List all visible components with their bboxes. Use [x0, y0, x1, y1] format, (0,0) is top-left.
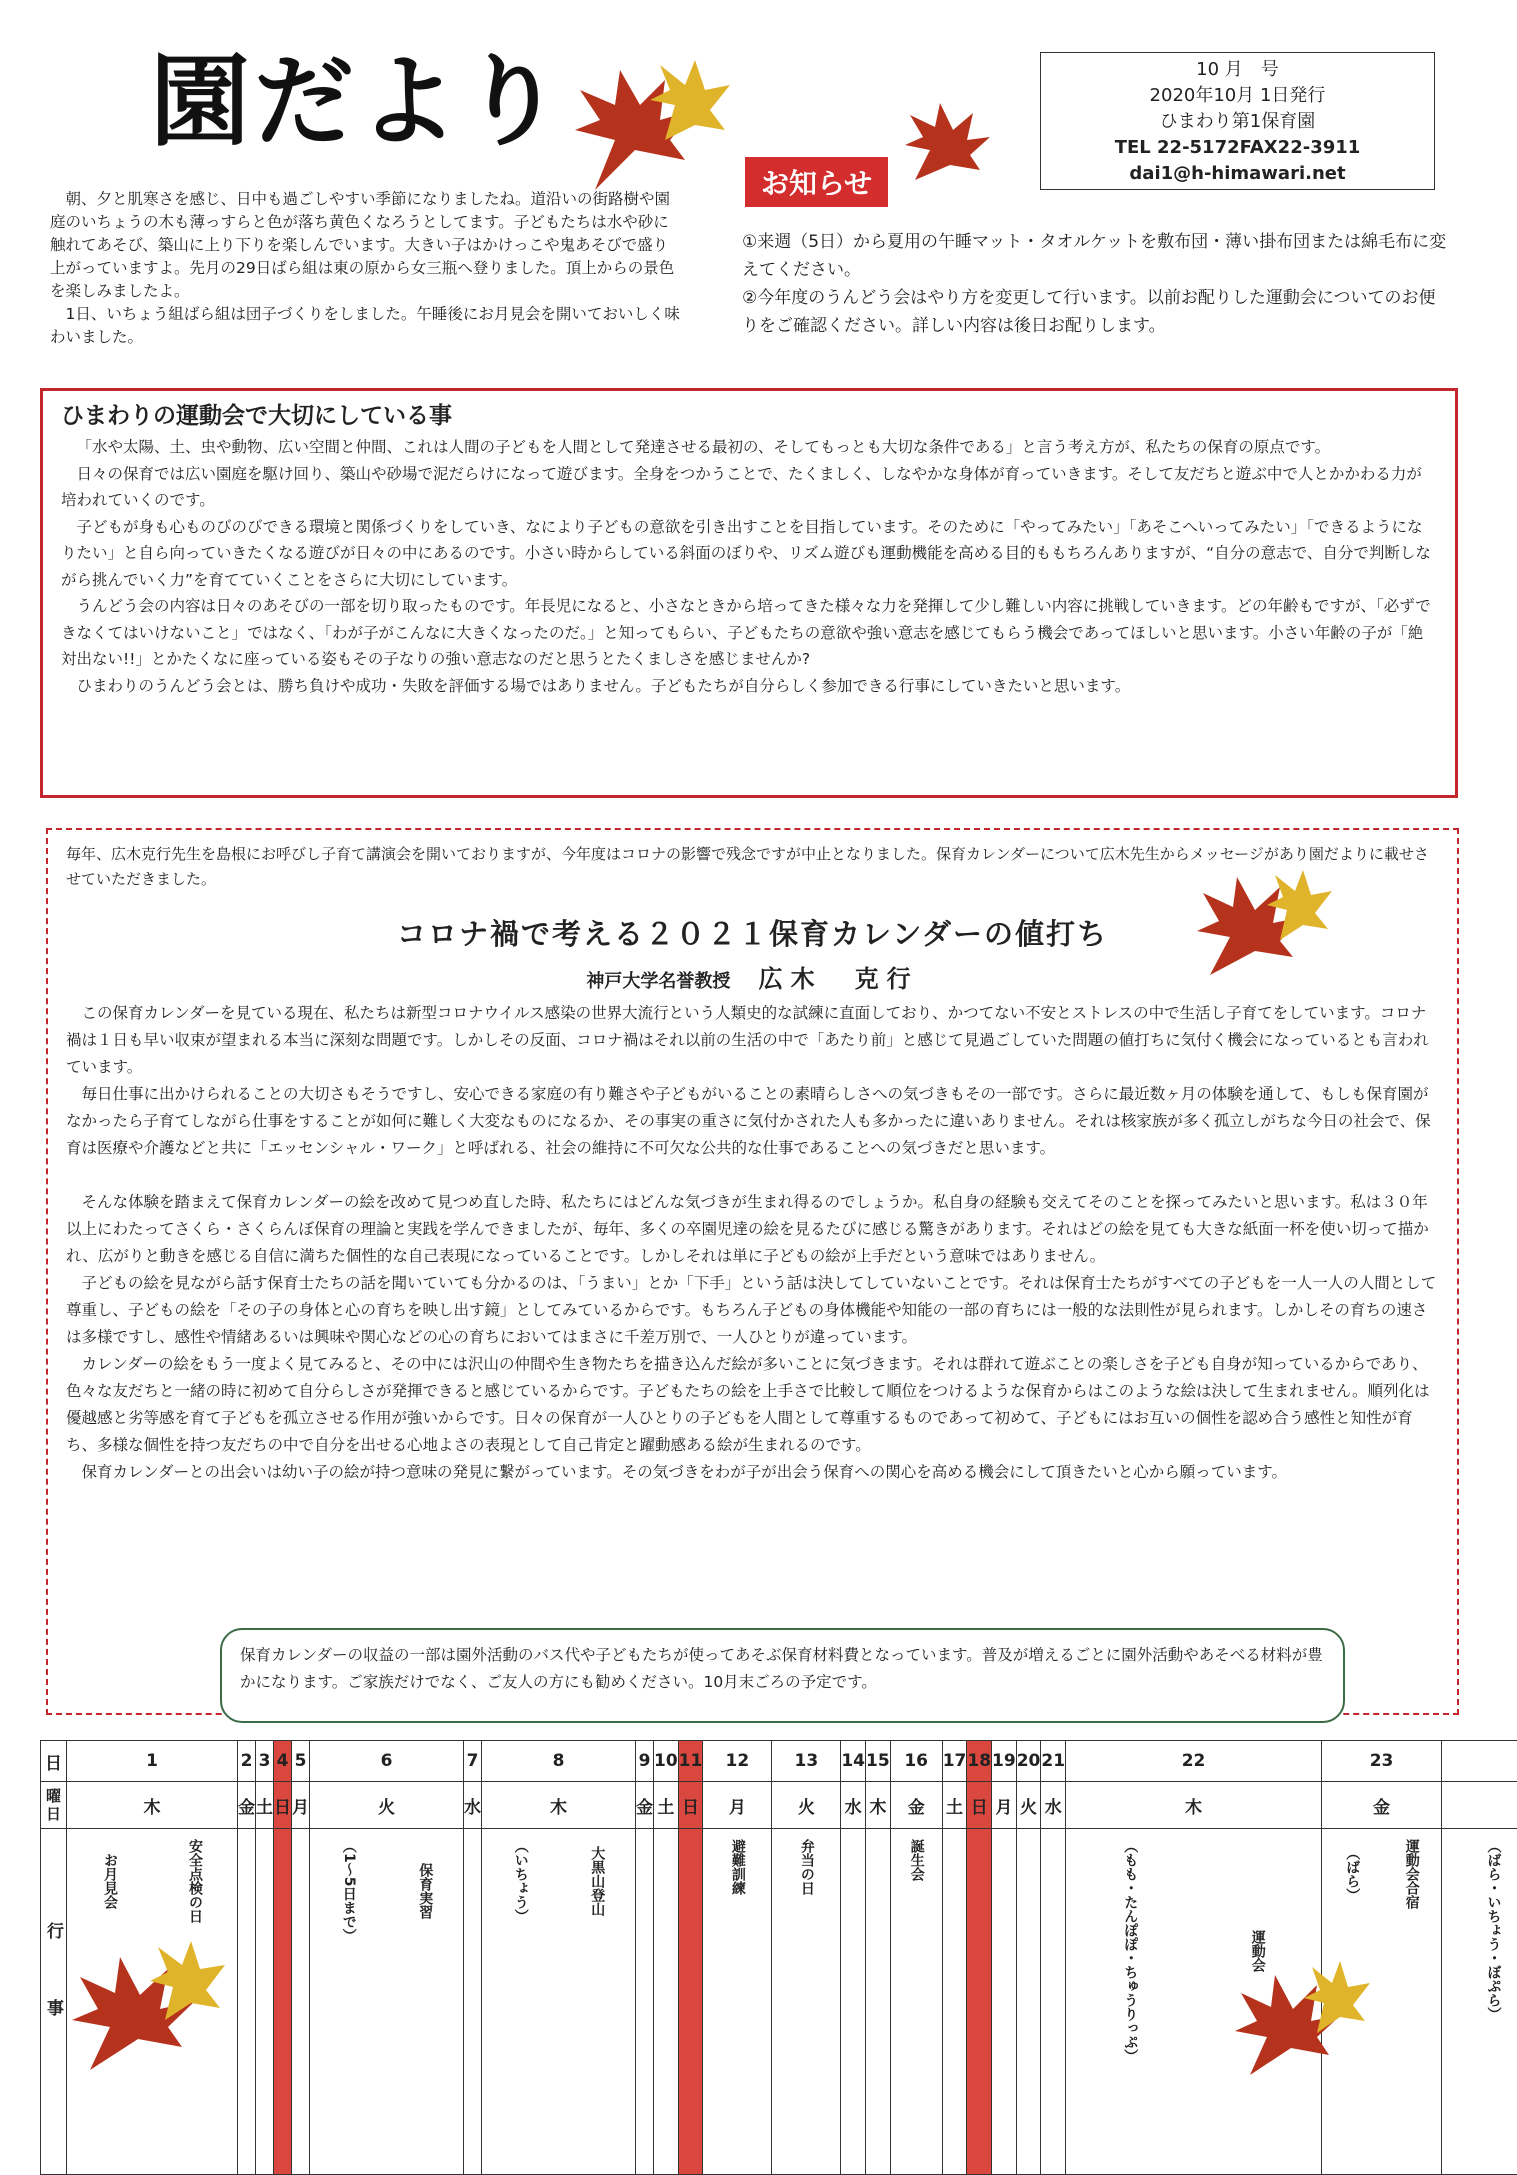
- calendar-event-text: 弁当の日: [798, 1839, 815, 1895]
- sports-day-section: [40, 388, 1458, 798]
- article-paragraph: 保育カレンダーとの出会いは幼い子の絵が持つ意味の発見に繋がっています。その気づきをわが子が出会う保育への関心を高める機会にして頂きたいと心から願っています。: [66, 1459, 1439, 1486]
- issue-date: 2020年10月 1日発行: [1041, 83, 1434, 109]
- author-title: 神戸大学名誉教授: [586, 971, 730, 992]
- maple-leaf-icon: [60, 1935, 230, 2075]
- article-paragraph: そんな体験を踏まえて保育カレンダーの絵を改めて見つめ直した時、私たちにはどんな気づきが生まれ得るのでしょうか。私自身の経験も交えてそのことを探ってみたいと思います。私は３０年以上にわたってさくら・さくらんぼ保育の理論と実践を学んできましたが、毎年、多くの卒園児達の絵を見るたびに感じる驚きがあります。それはどの絵を見ても大きな紙面一杯を使い切って描かれ、広がりと動きを感じる自信に満ちた個性的な自己表現になっていることです。しかしそれは単に子どもの絵が上手だという意味ではありません。: [66, 1189, 1439, 1270]
- calendar-weekday-cell: [1442, 1782, 1517, 1829]
- calendar-event-text: 安全点検の日: [186, 1839, 203, 1923]
- calendar-label-day: 日: [41, 1741, 67, 1782]
- calendar-event-cell: [482, 1829, 636, 2175]
- calendar-event-cell: [274, 1829, 292, 2175]
- calendar-event-cell: [992, 1829, 1017, 2175]
- calendar-event-cell: [1016, 1829, 1041, 2175]
- email-address: dai1@h-himawari.net: [1041, 161, 1434, 187]
- calendar-weekday-cell: 土: [942, 1782, 967, 1829]
- calendar-weekday-cell: 日: [274, 1782, 292, 1829]
- author-name: 広木 克行: [759, 965, 919, 993]
- calendar-weekday-cell: 金: [636, 1782, 654, 1829]
- notice-badge: お知らせ: [745, 157, 888, 207]
- article-title: コロナ禍で考える２０２１保育カレンダーの値打ち: [66, 912, 1439, 953]
- calendar-day-cell: 11: [678, 1741, 703, 1782]
- calendar-event-cell: [256, 1829, 274, 2175]
- intro-text: [50, 188, 680, 349]
- calendar-day-cell: 10: [654, 1741, 679, 1782]
- issue-label: 10 月 号: [1041, 57, 1434, 83]
- calendar-label-weekday: 曜日: [41, 1782, 67, 1829]
- calendar-day-cell: 8: [482, 1741, 636, 1782]
- calendar-weekday-row: [41, 1782, 1517, 1829]
- notice-item: ②今年度のうんどう会はやり方を変更して行います。以前お配りした運動会についてのお便りをご確認ください。詳しい内容は後日お配りします。: [742, 284, 1452, 340]
- calendar-event-cell: [636, 1829, 654, 2175]
- notice-item: ①来週（5日）から夏用の午睡マット・タオルケットを敷布団・薄い掛布団または綿毛布に変えてください。: [742, 228, 1452, 284]
- calendar-weekday-cell: 月: [292, 1782, 310, 1829]
- calendar-day-cell: 18: [967, 1741, 992, 1782]
- calendar-event-cell: [678, 1829, 703, 2175]
- calendar-event-cell: [866, 1829, 891, 2175]
- calendar-weekday-cell: 金: [1322, 1782, 1442, 1829]
- tel-fax: TEL 22-5172FAX22-3911: [1041, 135, 1434, 161]
- maple-leaf-icon: [895, 95, 995, 185]
- calendar-event-cell: [772, 1829, 841, 2175]
- calendar-day-cell: 3: [256, 1741, 274, 1782]
- calendar-event-text: 誕生会: [908, 1839, 925, 1881]
- calendar-weekday-cell: 水: [1041, 1782, 1066, 1829]
- org-name: ひまわり第1保育園: [1041, 109, 1434, 135]
- calendar-day-cell: 17: [942, 1741, 967, 1782]
- section-paragraph: ひまわりのうんどう会とは、勝ち負けや成功・失敗を評価する場ではありません。子どもたちが自分らしく参加できる行事にしていきたいと思います。: [61, 673, 1437, 700]
- calendar-event-cell: [967, 1829, 992, 2175]
- maple-leaf-icon: [1225, 1955, 1375, 2080]
- calendar-event-cell: [942, 1829, 967, 2175]
- section-paragraph: うんどう会の内容は日々のあそびの一部を切り取ったものです。年長児になると、小さなときから培ってきた様々な力を発揮して少し難しい内容に挑戦していきます。どの年齢もですが、「必ずできなくてはいけないこと」ではなく、「わが子がこんなに大きくなったのだ。」と知ってもらい、子どもたちの意欲や強い意志を感じてもらう機会であってほしいと思います。小さい年齢の子が「絶対出ない!!」とかたくなに座っている姿もその子なりの強い意志なのだと思うとたくましさを感じませんか?: [61, 593, 1437, 673]
- calendar-label-events-text: 行事: [41, 1922, 66, 2076]
- intro-paragraph: 朝、夕と肌寒さを感じ、日中も過ごしやすい季節になりましたね。道沿いの街路樹や園庭のいちょうの木も薄っすらと色が落ち黄色くなろうとしてます。子どもたちは水や砂に触れてあそび、築山に上り下りを楽しんでいます。大きい子はかけっこや鬼あそびで盛り上がっていますよ。先月の29日ばら組は東の原から女三瓶へ登りました。頂上からの景色を楽しみましたよ。: [50, 188, 680, 303]
- calendar-weekday-cell: 日: [967, 1782, 992, 1829]
- calendar-event-cell: [841, 1829, 866, 2175]
- calendar-event-cell: [703, 1829, 772, 2175]
- calendar-day-cell: 4: [274, 1741, 292, 1782]
- section-paragraph: 子どもが身も心ものびのびできる環境と関係づくりをしていき、なにより子どもの意欲を引き出すことを目指しています。そのために「やってみたい」「あそこへいってみたい」「できるようになりたい」と自ら向っていきたくなる遊びが日々の中にあるのです。小さい時からしている斜面のぼりや、リズム遊びも運動機能を高める目的ももちろんありますが、“自分の意志で、自分で判断しながら挑んでいく力”を育てていくことをさらに大切にしています。: [61, 514, 1437, 594]
- calendar-event-text: 保育実習: [416, 1839, 433, 1942]
- calendar-event-cell: [464, 1829, 482, 2175]
- article-paragraph: カレンダーの絵をもう一度よく見てみると、その中には沢山の仲間や生き物たちを描き込んだ絵が多いことに気づきます。それは群れて遊ぶことの楽しさを子ども自身が知っているからであり、色々な友だちと一緒の時に初めて自分らしさが発揮できると感じているからです。子どもたちの絵を上手さで比較して順位をつけるような保育からはこのような絵は決して生まれません。順列化は優越感と劣等感を育て子どもを孤立させる作用が強いからです。日々の保育が一人ひとりの子どもを人間として尊重するものであって初めて、子どもにはお互いの個性を認め合う感性と知性が育ち、多様な個性を持つ友だちの中で自分を出せる心地よさの表現として自己肯定と躍動感ある絵が生まれるのです。: [66, 1351, 1439, 1459]
- section-paragraph: 日々の保育では広い園庭を駆け回り、築山や砂場で泥だらけになって遊びます。全身をつかうことで、たくましく、しなやかな身体が育っていきます。そして友だちと遊ぶ中で人とかかわる力が培われていくのです。: [61, 461, 1437, 514]
- calendar-event-text: 大黒山登山: [588, 1839, 605, 1923]
- calendar-weekday-cell: 火: [1016, 1782, 1041, 1829]
- calendar-event-text: お月見会: [101, 1839, 118, 1923]
- calendar-day-cell: 21: [1041, 1741, 1066, 1782]
- calendar-weekday-cell: 木: [482, 1782, 636, 1829]
- calendar-day-cell: 2: [238, 1741, 256, 1782]
- calendar-day-cell: 22: [1066, 1741, 1322, 1782]
- calendar-weekday-cell: 木: [866, 1782, 891, 1829]
- calendar-event-cell: [654, 1829, 679, 2175]
- calendar-weekday-cell: 水: [841, 1782, 866, 1829]
- calendar-event-text: 運動会: [1249, 1839, 1266, 2063]
- calendar-event-subtext: （ばら・いちょう・ぼぷら）: [1485, 1839, 1502, 2021]
- intro-paragraph: 1日、いちょう組ばら組は団子づくりをしました。午睡後にお月見会を開いておいしく味わいました。: [50, 303, 680, 349]
- calendar-weekday-cell: 木: [67, 1782, 238, 1829]
- calendar-event-subtext: （ばら）: [1343, 1839, 1360, 1909]
- calendar-event-cell: [890, 1829, 942, 2175]
- calendar-event-subtext: （1〜5日まで）: [340, 1839, 357, 1942]
- calendar-event-cell: [238, 1829, 256, 2175]
- calendar-event-cell: [310, 1829, 464, 2175]
- article-paragraph: この保育カレンダーを見ている現在、私たちは新型コロナウイルス感染の世界大流行という人類史的な試練に直面しており、かつてない不安とストレスの中で生活し子育てをしています。コロナ禍は１日も早い収束が望まれる本当に深刻な問題です。しかしその反面、コロナ禍はそれ以前の生活の中で「あたり前」と感じて見過ごしていた問題の値打ちに気付く機会になっているとも言われています。: [66, 1000, 1439, 1081]
- calendar-day-cell: 13: [772, 1741, 841, 1782]
- calendar-day-cell: 19: [992, 1741, 1017, 1782]
- calendar-weekday-cell: 火: [310, 1782, 464, 1829]
- article-body: [66, 1000, 1439, 1486]
- calendar-weekday-cell: 金: [238, 1782, 256, 1829]
- calendar-day-cell: 16: [890, 1741, 942, 1782]
- calendar-sales-callout: 保育カレンダーの収益の一部は園外活動のバス代や子どもたちが使ってあそぶ保育材料費となっています。普及が増えるごとに園外活動やあそべる材料が豊かになります。ご家族だけでなく、ご友人の方にも勧めください。10月末ごろの予定です。: [220, 1628, 1345, 1723]
- calendar-event-text: 避難訓練: [729, 1839, 746, 1895]
- section-lead: 毎年、広木克行先生を島根にお呼びし子育て講演会を開いておりますが、今年度はコロナの影響で残念ですが中止となりました。保育カレンダーについて広木先生からメッセージがあり園だよりに載せさせていただきました。: [66, 842, 1439, 892]
- calendar-event-subtext: （いちょう）: [512, 1839, 529, 1923]
- calendar-day-cell: 14: [841, 1741, 866, 1782]
- calendar-day-cell: 6: [310, 1741, 464, 1782]
- calendar-event-cell: [1442, 1829, 1517, 2175]
- calendar-event-subtext: （もも・たんぽぽ・ちゅうりっぷ）: [1121, 1839, 1138, 2063]
- calendar-day-cell: [1442, 1741, 1517, 1782]
- issue-info-box: [1040, 52, 1435, 190]
- calendar-weekday-cell: 月: [703, 1782, 772, 1829]
- calendar-event-cell: [292, 1829, 310, 2175]
- calendar-weekday-cell: 土: [654, 1782, 679, 1829]
- article-paragraph: 毎日仕事に出かけられることの大切さもそうですし、安心できる家庭の有り難さや子どもがいることの素晴らしさへの気づきもその一部です。さらに最近数ヶ月の体験を通して、もしも保育園がなかったら子育てしながら仕事をすることが如何に難しく大変なものになるか、その事実の重さに気付かされた人も多かったに違いありません。それは核家族が多く孤立しがちな今日の社会で、保育は医療や介護などと共に「エッセンシャル・ワーク」と呼ばれる、社会の維持に不可欠な公共的な仕事であることへの気づきだと思います。: [66, 1081, 1439, 1162]
- calendar-weekday-cell: 金: [890, 1782, 942, 1829]
- calendar-day-cell: 7: [464, 1741, 482, 1782]
- calendar-event-cell: [1041, 1829, 1066, 2175]
- calendar-weekday-cell: 日: [678, 1782, 703, 1829]
- maple-leaf-icon: [555, 50, 735, 200]
- calendar-day-cell: 1: [67, 1741, 238, 1782]
- calendar-day-cell: 12: [703, 1741, 772, 1782]
- page-title: 園だより: [150, 52, 566, 152]
- calendar-weekday-cell: 木: [1066, 1782, 1322, 1829]
- calendar-day-row: [41, 1741, 1517, 1782]
- calendar-event-text: 運動会合宿: [1403, 1839, 1420, 1909]
- calendar-weekday-cell: 月: [992, 1782, 1017, 1829]
- calendar-day-cell: 9: [636, 1741, 654, 1782]
- notice-list: [742, 228, 1452, 340]
- section-paragraph: 「水や太陽、土、虫や動物、広い空間と仲間、これは人間の子どもを人間として発達させる最初の、そしてもっとも大切な条件である」と言う考え方が、私たちの保育の原点です。: [61, 434, 1437, 461]
- calendar-day-cell: 15: [866, 1741, 891, 1782]
- calendar-day-cell: 20: [1016, 1741, 1041, 1782]
- maple-leaf-icon: [1185, 865, 1335, 980]
- calendar-weekday-cell: 水: [464, 1782, 482, 1829]
- calendar-weekday-cell: 土: [256, 1782, 274, 1829]
- article-paragraph: 子どもの絵を見ながら話す保育士たちの話を聞いていても分かるのは、「うまい」とか「下手」という話は決してしていないことです。それは保育士たちがすべての子どもを一人一人の人間として尊重し、子どもの絵を「その子の身体と心の育ちを映し出す鏡」としてみているからです。もちろん子どもの身体機能や知能の一部の育ちには一般的な法則性が見られます。しかしその育ちの速さは多様ですし、感性や情緒あるいは興味や関心などの心の育ちにおいてはまさに千差万別で、一人ひとりが違っています。: [66, 1270, 1439, 1351]
- calendar-day-cell: 23: [1322, 1741, 1442, 1782]
- section-heading: ひまわりの運動会で大切にしている事: [61, 397, 1437, 430]
- calendar-weekday-cell: 火: [772, 1782, 841, 1829]
- calendar-day-cell: 5: [292, 1741, 310, 1782]
